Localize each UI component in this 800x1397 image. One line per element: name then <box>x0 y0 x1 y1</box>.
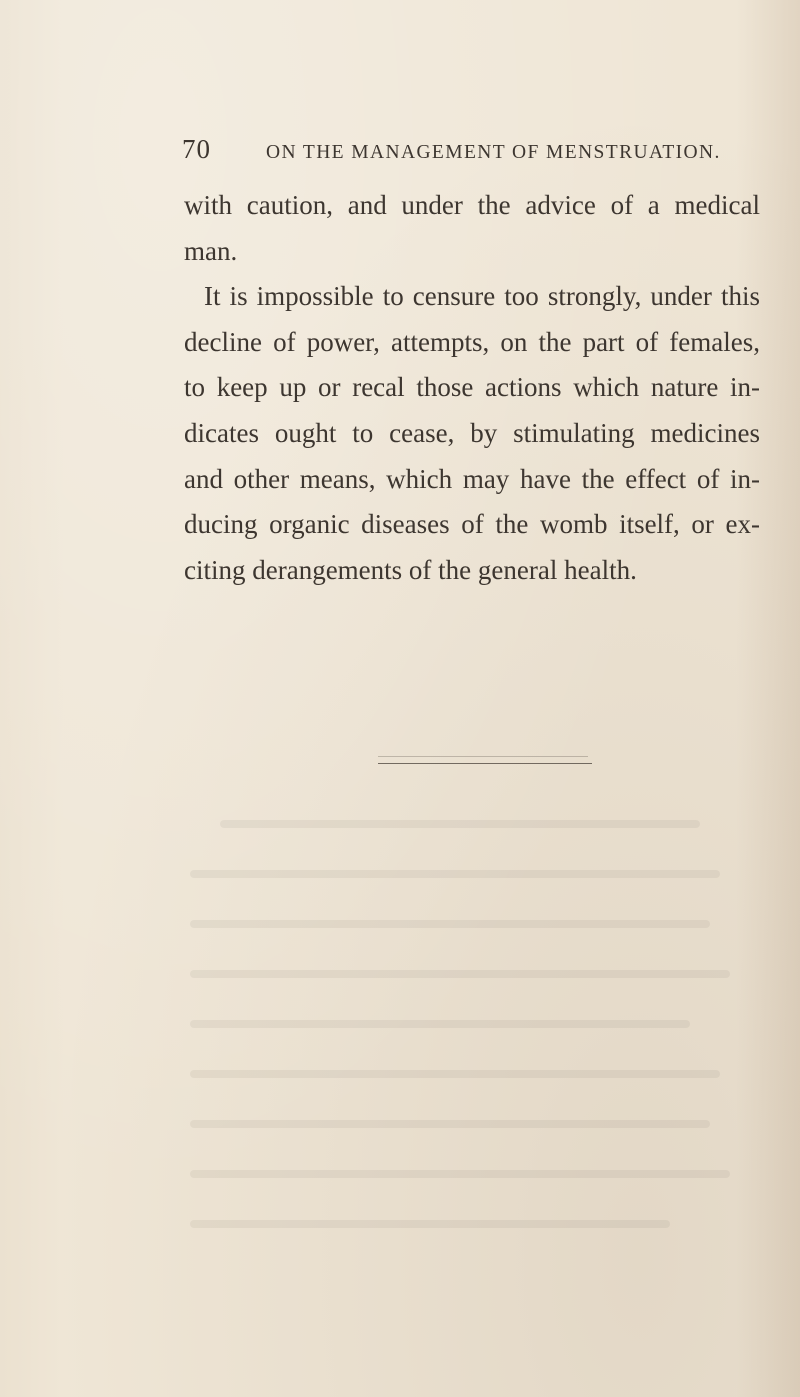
paragraph-last-line: citing derangements of the general health. <box>184 554 637 585</box>
text-line: and other means, which may have the effect of in- <box>184 463 760 494</box>
text-line: to keep up or recal those actions which nature in- <box>184 372 760 403</box>
text-line: decline of power, attempts, on the part of females, <box>184 326 760 357</box>
body-text <box>184 183 760 593</box>
page-number: 70 <box>182 134 211 164</box>
text-line: with caution, and under the advice of a medical <box>184 190 760 220</box>
text-line: man. <box>184 235 238 266</box>
text-line: dicates ought to cease, by stimulating medicines <box>184 417 760 448</box>
section-end-rule <box>378 763 592 764</box>
section-rule-shadow <box>378 756 588 757</box>
text-line: ducing organic diseases of the womb itself, or ex- <box>184 509 760 540</box>
running-title: ON THE MANAGEMENT OF MENSTRUATION. <box>266 142 721 163</box>
running-head <box>182 134 742 174</box>
paragraph-first-line: It is impossible to censure too strongly, under this <box>204 281 760 312</box>
bleed-through-texture <box>180 800 740 1280</box>
